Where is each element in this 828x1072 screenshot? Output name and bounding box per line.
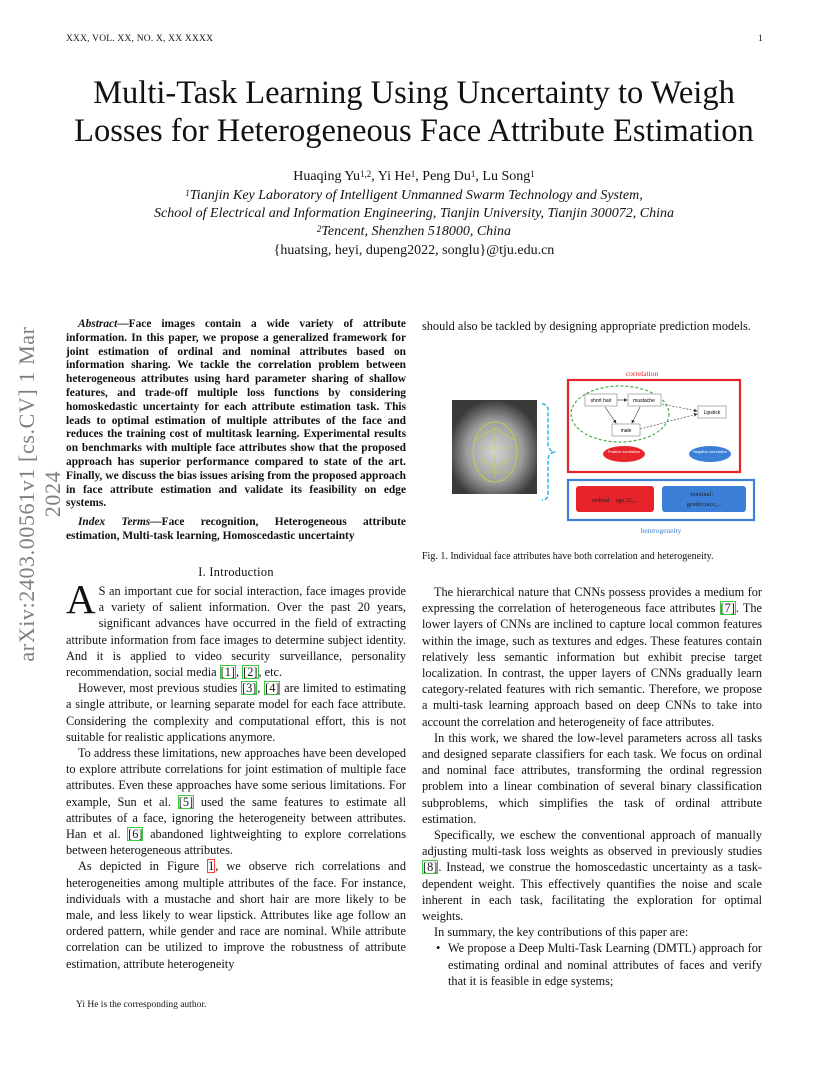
text: abandoned lightweighting to explore correlations between heterogeneous attributes. xyxy=(66,827,406,858)
index-text: —Face recognition, Heterogeneous attribute estimation, Multi-task learning, Homoscedastic uncertainty xyxy=(66,516,406,542)
key-label: Negative correlation xyxy=(693,450,727,454)
author-sup: 1 xyxy=(410,169,416,179)
nominal-box xyxy=(662,486,746,512)
text: are limited to estimating a single attribute, or learning separate model for each face attribute. Considering the complexity and computational effort, this is not suitable for realistic applications anymore. xyxy=(66,681,406,744)
title-line-2: Losses for Heterogeneous Face Attribute Estimation xyxy=(74,113,754,149)
author: Yi He xyxy=(377,169,411,184)
intro-p3 xyxy=(66,745,406,858)
author-sup: 1 xyxy=(470,169,476,179)
title-line-1: Multi-Task Learning Using Uncertainty to Weigh xyxy=(93,75,735,111)
text: , etc. xyxy=(258,665,283,680)
intro-body xyxy=(66,576,407,972)
brace-icon xyxy=(542,404,554,500)
nominal-label: nominal： xyxy=(690,491,718,498)
key-label: Positive correlation xyxy=(607,450,641,454)
negative-correlation-key xyxy=(689,446,731,462)
right-column-body xyxy=(422,584,762,989)
right-p1 xyxy=(422,584,762,730)
abstract xyxy=(66,318,406,511)
abstract-label: Abstract xyxy=(78,318,118,330)
index-terms xyxy=(66,516,406,544)
citation-link[interactable]: [7] xyxy=(720,601,735,616)
affiliation-2 xyxy=(40,222,788,242)
node-label: short hair xyxy=(590,398,612,404)
figure-1 xyxy=(440,368,780,540)
text: To address these limitations, new approaches have been developed to explore attribute correlations for joint estimation of multiple face attributes. Even these approaches have some serious limitations. For example, Sun et al. xyxy=(66,746,406,809)
right-column-top: should also be tackled by designing appropriate prediction models. xyxy=(422,319,751,333)
aff-text: Tencent, Shenzhen 518000, China xyxy=(321,224,512,239)
figure-caption: Fig. 1. Individual face attributes have both correlation and heterogeneity. xyxy=(422,551,714,562)
positive-correlation-key xyxy=(603,446,645,462)
author-sup: 1,2 xyxy=(360,169,372,179)
affiliation-1-line-2: School of Electrical and Information Engineering, Tianjin University, Tianjin 300072, China xyxy=(154,206,674,221)
abstract-text: —Face images contain a wide variety of attribute information. In this paper, we propose a generalized framework for joint estimation of ordinal and nominal attributes based on information sharing. We tackle the correlation problem between heterogeneous attributes using hard parameter sharing of shallow features, and trade-off multiple loss functions by considering homoskedastic uncertainty for each attribute estimation task. This leads to optimal estimation of multiple attributes of the face and reduces the training cost of multitask learning. Experimental results on benchmarks with multiple face attributes show that the proposed approach has superior performance compared to state of the art. Finally, we discuss the bias issues arising from the proposed approach in face attribute estimation and validate its feasibility on edge systems. xyxy=(66,318,406,510)
right-p2: In this work, we shared the low-level parameters across all tasks and designed separate classifiers for each task. We focus on ordinal and nominal face attributes, transforming the ordinal regression problem into a linear combination of several binary classification subproblems, which simplifies the task of ordinal attribute estimation. xyxy=(422,730,762,826)
index-label: Index Terms xyxy=(78,516,151,528)
correlation-label: correlation xyxy=(625,369,659,378)
contribution-item: • We propose a Deep Multi-Task Learning (DMTL) approach for estimating ordinal and nominal attributes of faces and verify that it is feasible in edge systems; xyxy=(436,940,762,989)
paper-title xyxy=(40,74,788,150)
heterogeneity-label: heterogeneity xyxy=(640,526,682,535)
author-emails: {huatsing, heyi, dupeng2022, songlu}@tju.edu.cn xyxy=(273,243,555,258)
author-sup: 1 xyxy=(530,169,535,179)
text: , we observe rich correlations and heterogeneities among multiple attributes of the face. For instance, individuals with a mustache and short hair are more likely to be male, and less likely to wear lipstick. Attributes like age follow an ordered pattern, while gender and race are nominal. While attribute correlation can be utilized to improve the robustness of attribute estimation, attribute heterogeneity xyxy=(66,859,406,971)
author: Lu Song xyxy=(482,169,531,184)
ordinal-label: ordinal：age,32,... xyxy=(591,497,639,504)
text: used the same features to estimate all attributes of a face, ignoring the heterogeneity between attributes. Han et al. xyxy=(66,794,407,842)
intro-p2 xyxy=(66,680,406,745)
citation-link[interactable]: [5] xyxy=(178,794,194,809)
text: . Instead, we construe the homoscedastic uncertainty as a task-dependent weight. This effectively quantifies the noise and scale inherent in each task, facilitating the exploration for optimal weights. xyxy=(422,860,762,924)
node-label: Lipstick xyxy=(703,410,721,416)
citation-link[interactable]: [1] xyxy=(220,665,236,680)
citation-link[interactable]: [2] xyxy=(243,665,258,680)
citation-link[interactable]: [4] xyxy=(265,681,280,696)
aff-sup: 1 xyxy=(185,188,190,198)
contribution-list xyxy=(422,940,762,989)
intro-p1: S an important cue for social interaction, face images provide a variety of salient information. Over the past 20 years, significant advances have occurred in the field of extracting attribute information from face images to determine subject identity. And it is applied to video security surveillance, personality recommendation, social media xyxy=(66,584,406,680)
journal-header: XXX, VOL. XX, NO. X, XX XXXX xyxy=(66,34,214,44)
figure-link[interactable]: 1 xyxy=(208,859,215,874)
text: As depicted in Figure xyxy=(78,859,208,874)
text: , xyxy=(257,681,265,696)
affiliation-1 xyxy=(40,186,788,206)
drop-cap: A xyxy=(66,576,96,622)
text: The hierarchical nature that CNNs possess provides a medium for expressing the correlation of heterogeneous face attributes xyxy=(422,585,762,616)
arxiv-stamp: arXiv:2403.00561v1 [cs.CV] 1 Mar 2024 xyxy=(14,326,65,662)
footnote: Yi He is the corresponding author. xyxy=(76,1000,207,1010)
citation-link[interactable]: [3] xyxy=(241,681,257,696)
right-p3 xyxy=(422,827,762,924)
citation-link[interactable]: [6] xyxy=(128,827,143,842)
author: Peng Du xyxy=(422,169,471,184)
node-label: male xyxy=(620,428,632,434)
text: Specifically, we eschew the conventional approach of manually adjusting multi-task loss weights as observed in previously studies xyxy=(422,828,762,859)
aff-sup: 2 xyxy=(316,224,322,234)
text: . The lower layers of CNNs are inclined to capture local common features within the image, such as textures and edges. These features contain relatively less semantic information but exhibit precise target localization. In contrast, the upper layers of CNNs gradually learn category-related features with rich semantic. Therefore, we propose a multi-task learning approach based on deep CNNs to take into account the correlation and heterogeneity of face attributes. xyxy=(422,601,762,729)
text: However, most previous studies xyxy=(78,681,241,696)
section-heading: I. Introduction xyxy=(198,565,274,579)
intro-p4 xyxy=(66,858,406,971)
author: Huaqing Yu xyxy=(293,169,360,184)
page-number: 1 xyxy=(758,34,763,44)
citation-link[interactable]: [8] xyxy=(423,860,438,875)
aff-text: Tianjin Key Laboratory of Intelligent Unmanned Swarm Technology and System, xyxy=(189,188,643,203)
node-label: mustache xyxy=(633,398,655,404)
right-p4: In summary, the key contributions of this paper are: xyxy=(434,925,689,940)
author-list: Huaqing Yu$^{1,2}$, Yi He$^1$, Peng Du$^1$, Lu Song$^1$ xyxy=(293,169,535,184)
nominal-label-2: gender,race,... xyxy=(686,501,722,508)
sep: , xyxy=(236,665,243,680)
